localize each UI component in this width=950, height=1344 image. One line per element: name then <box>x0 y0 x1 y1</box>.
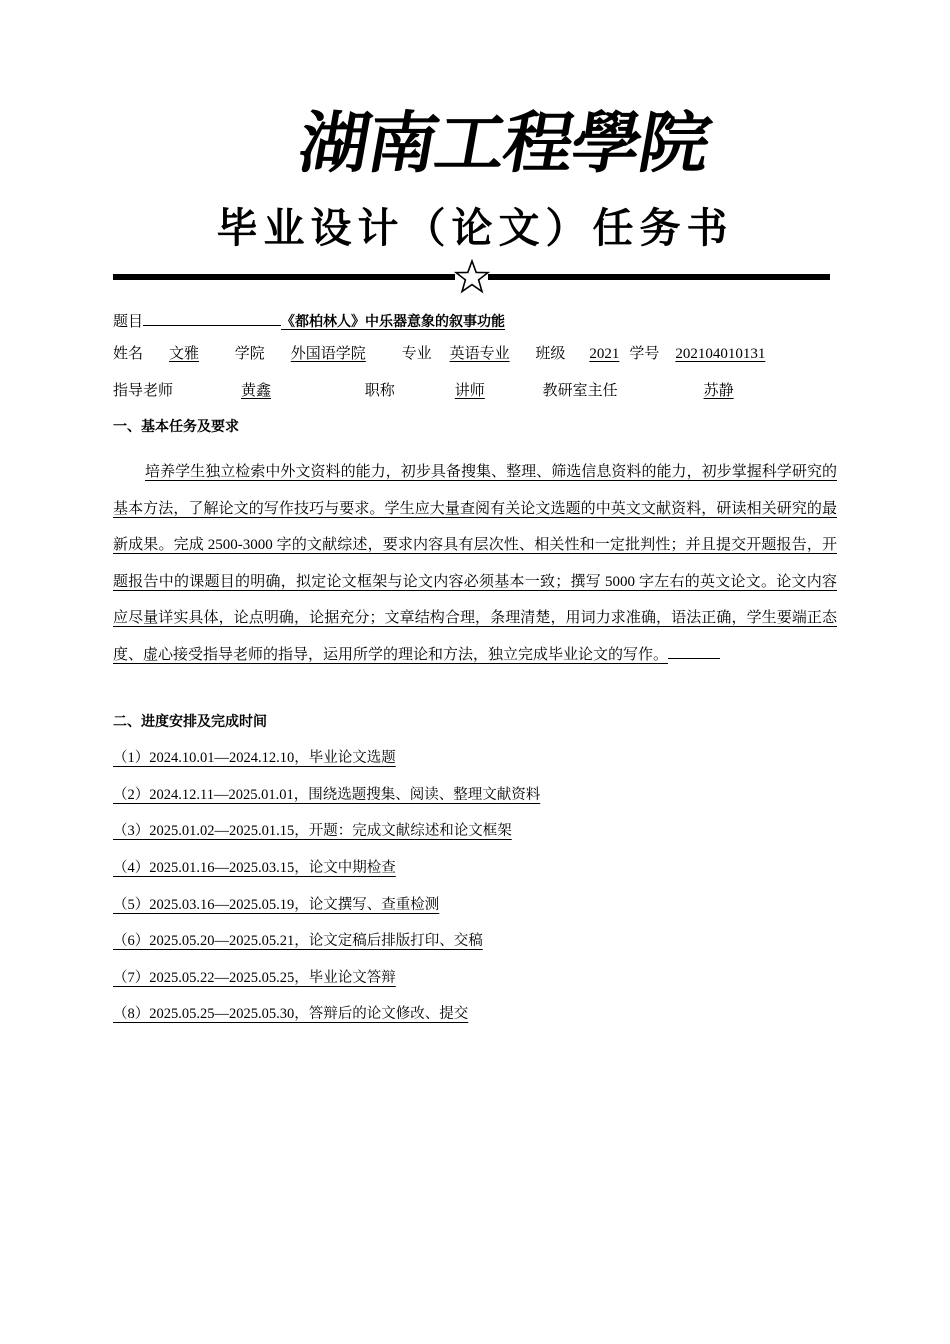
name-value: 文雅 <box>169 346 200 362</box>
director-label: 教研室主任 <box>542 383 618 399</box>
title-rule-left <box>113 274 455 280</box>
advisor-row <box>113 380 837 402</box>
schedule-item: （3）2025.01.02—2025.01.15，开题：完成文献综述和论文框架 <box>113 823 512 839</box>
section1-text: 培养学生独立检索中外文资料的能力，初步具备搜集、整理、筛选信息资料的能力，初步掌握科学研究的基本方法，了解论文的写作技巧与要求。学生应大量查阅有关论文选题的中英文文献资料，研读相关研究的最新成果。完成 2500-3000 字的文献综述，要求内容具有层次性、相关性和一定批判性；并且提交开题报告，开题报告中的课题目的明确，拟定论文框架与论文内容必须基本一致；撰写 5000 字左右的英文论文。论文内容应尽量详实具体，论点明确，论据充分；文章结构合理，条理清楚，用词力求准确，语法正确，学生要端正态度、虚心接受指导老师的指导，运用所学的理论和方法，独立完成毕业论文的写作。 <box>113 464 837 663</box>
schedule-item: （2）2024.12.11—2025.01.01，围绕选题搜集、阅读、整理文献资料 <box>113 787 541 803</box>
student-id-value: 202104010131 <box>675 346 766 362</box>
schedule-item: （7）2025.05.22—2025.05.25，毕业论文答辩 <box>113 970 396 986</box>
class-value: 2021 <box>589 346 620 362</box>
college-value: 外国语学院 <box>290 346 366 362</box>
advisor-value: 黄鑫 <box>241 383 272 399</box>
school-logo: 湖南工程學院 <box>293 103 716 182</box>
student-id-label: 学号 <box>629 346 660 362</box>
class-label: 班级 <box>535 346 566 362</box>
schedule-item: （8）2025.05.25—2025.05.30，答辩后的论文修改、提交 <box>113 1006 469 1022</box>
title-label: 职称 <box>364 383 395 399</box>
star-icon <box>454 259 490 295</box>
director-value: 苏静 <box>703 383 734 399</box>
topic-row <box>113 308 837 333</box>
schedule-item: （1）2024.10.01—2024.12.10，毕业论文选题 <box>113 750 396 766</box>
student-row <box>113 343 837 365</box>
topic-value: 《都柏林人》中乐器意象的叙事功能 <box>281 314 506 330</box>
advisor-label: 指导老师 <box>113 383 174 399</box>
college-label: 学院 <box>234 346 265 362</box>
schedule-item: （4）2025.01.16—2025.03.15，论文中期检查 <box>113 860 396 876</box>
title-value: 讲师 <box>454 383 485 399</box>
schedule-item: （5）2025.03.16—2025.05.19，论文撰写、查重检测 <box>113 897 440 913</box>
section1-heading: 一、基本任务及要求 <box>113 419 239 435</box>
name-label: 姓名 <box>113 346 144 362</box>
schedule-item: （6）2025.05.20—2025.05.21，论文定稿后排版打印、交稿 <box>113 933 483 949</box>
major-label: 专业 <box>401 346 432 362</box>
section2-heading: 二、进度安排及完成时间 <box>113 714 267 730</box>
topic-label: 题目 <box>113 314 144 330</box>
document-title: 毕业设计（论文）任务书 <box>216 204 734 252</box>
section1-body <box>113 454 837 673</box>
major-value: 英语专业 <box>449 346 510 362</box>
title-rule-right <box>488 274 830 280</box>
